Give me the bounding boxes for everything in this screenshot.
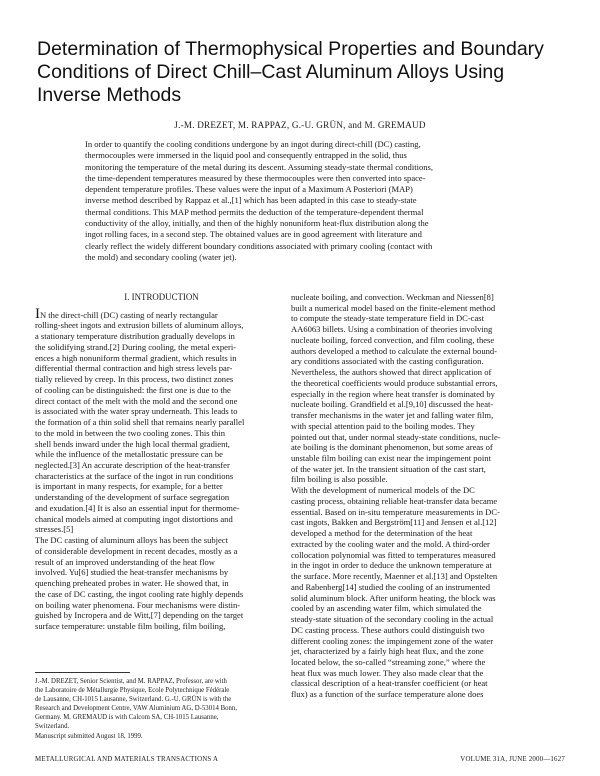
body-line: tially relieved by creep. In this process, two distinct zones — [35, 374, 234, 385]
body-line: quenching preheated probes in water. He showed that, in — [35, 578, 229, 589]
footnote-line: Research and Development Centre, VAW Aluminium AG, D-53014 Bonn, — [35, 705, 238, 713]
title-line: Determination of Thermophysical Properties and Boundary — [37, 38, 544, 60]
body-line: result of an improved understanding of the heat flow — [35, 556, 215, 567]
abstract-line: conductivity of the alloy, initially, and then of the highly nonuniform heat-flux distribution along the — [85, 218, 429, 229]
body-line: ate boiling is the dominant phenomenon, but some areas of — [291, 442, 493, 453]
body-line: the surface. More recently, Maenner et al.[13] and Opstelten — [291, 571, 498, 582]
left-column — [35, 292, 282, 632]
body-line: nucleate boiling, forced convection, and film cooling, these — [291, 334, 495, 345]
body-line: developed a method for the determination of the heat — [291, 528, 473, 539]
author-list: J.-M. DREZET, M. RAPPAZ, G.-U. GRÜN, and M. GREMAUD — [174, 120, 426, 130]
abstract-line: monitoring the temperature of the metal during its descent. Assuming steady-state thermal conditions, — [85, 161, 433, 172]
body-line: The DC casting of aluminum alloys has been the subject — [35, 535, 228, 546]
body-line: is associated with the water spray underneath. This leads to — [35, 406, 238, 417]
first-paragraph-line — [35, 305, 282, 322]
body-line: AA6063 billets. Using a combination of theories involving — [291, 324, 493, 335]
body-line: located below, the so-called “streaming zone,” where the — [291, 656, 486, 667]
footnote-line: Switzerland. — [35, 723, 70, 731]
footnote-divider — [35, 672, 130, 673]
body-line: the case of DC casting, the ingot cooling rate highly depends — [35, 588, 244, 599]
body-line: especially in the region where heat transfer is dominated by — [291, 388, 495, 399]
footnote-line: Germany. M. GREMAUD is with Calcom SA, CH-1015 Lausanne, — [35, 714, 219, 722]
body-line: of considerable development in recent decades, mostly as a — [35, 545, 238, 556]
body-line: unstable film boiling can exist near the impingement point — [291, 453, 491, 464]
footnote-line: the Laboratoire de Métallurgie Physique, Ecole Polytechnique Fédérale — [35, 687, 230, 695]
abstract-line: the time-dependent temperatures measured by these thermocouples were then converted into space- — [85, 172, 426, 183]
abstract-line: In order to quantify the cooling conditions undergone by an ingot during direct-chill (DC) casting, — [85, 139, 421, 149]
first-line-text: N the direct-chill (DC) casting of nearly rectangular — [40, 309, 218, 320]
body-line: differential thermal contraction and high stress levels par- — [35, 363, 233, 374]
footnote — [35, 677, 282, 741]
body-line: nucleate boiling, and convection. Weckman and Niessen[8] — [291, 292, 494, 302]
body-line: with special attention paid to the boiling modes. They — [291, 420, 475, 431]
body-line: shell bends inward under the high local thermal gradient, — [35, 438, 230, 449]
body-line: and Rabenberg[14] studied the cooling of an instrumented — [291, 581, 490, 592]
body-line: guished by Incropera and de Witt,[7] depending on the target — [35, 610, 244, 621]
body-line: involved. Yu[6] studied the heat-transfer mechanisms by — [35, 567, 229, 578]
body-line: essential. Based on in-situ temperature measurements in DC- — [291, 506, 500, 517]
body-line: heat flux was much lower. They also made clear that the — [291, 667, 484, 678]
body-line: of the water jet. In the transient situation of the cast start, — [291, 463, 486, 474]
article-title — [37, 38, 567, 107]
body-line: authors developed a method to calculate the external bound- — [291, 345, 497, 356]
body-line: film boiling is also possible. — [291, 474, 388, 485]
body-line: different cooling zones: the impingement zone of the water — [291, 635, 494, 646]
body-line: steady-state situation of the secondary cooling in the actual — [291, 614, 494, 625]
body-line: ary conditions associated with the casting configuration. — [291, 356, 484, 367]
footnote-line: de Lausanne, CH-1015 Lausanne, Switzerland. G.-U. GRÜN is with the — [35, 696, 232, 704]
body-line: of cooling can be distinguished: the first one is due to the — [35, 384, 231, 395]
body-line: characteristics at the surface of the ingot in run conditions — [35, 470, 234, 481]
body-line: the solidifying strand.[2] During cooling, the metal experi- — [35, 341, 237, 352]
body-line: classical description of a heat-transfer coefficient (or heat — [291, 678, 488, 689]
body-line: pointed out that, under normal steady-state conditions, nucle- — [291, 431, 501, 442]
footnote-line: J.-M. DREZET, Senior Scientist, and M. RAPPAZ, Professor, are with — [35, 678, 227, 685]
abstract-line: ingot rolling faces, in a second step. The obtained values are in good agreement with literature and — [85, 229, 422, 240]
abstract-line: clearly reflect the widely different boundary conditions associated with primary cooling (contact with — [85, 240, 433, 251]
body-line: DC casting process. These authors could distinguish two — [291, 624, 485, 635]
title-line: Inverse Methods — [37, 84, 182, 106]
left-column-body — [35, 320, 282, 631]
body-line: cooled by an ascending water film, which simulated the — [291, 603, 482, 614]
body-line: neglected.[3] An accurate description of the heat-transfer — [35, 460, 230, 471]
body-line: while the influence of the metallostatic pressure can be — [35, 449, 223, 460]
body-line: rolling-sheet ingots and extrusion billets of aluminum alloys, — [35, 320, 244, 331]
body-line: cast ingots, Bakken and Bergström[11] and Jensen et al.[12] — [291, 517, 497, 528]
volume-page: VOLUME 31A, JUNE 2000—1627 — [460, 756, 565, 763]
body-line: in the ingot in order to deduce the unknown temperature at — [291, 560, 492, 571]
body-line: built a numerical model based on the finite-element method — [291, 302, 496, 313]
body-line: flux) as a function of the surface temperature alone does — [291, 689, 484, 700]
body-line: jet, characterized by a fairly high heat flux, and the zone — [291, 646, 484, 657]
body-line: stresses.[5] — [35, 524, 74, 535]
body-line: is important in many respects, for example, for a better — [35, 481, 223, 492]
body-line: solid aluminum block. After uniform heating, the block was — [291, 592, 496, 603]
body-line: and exudation.[4] It is also an essential input for thermome- — [35, 502, 240, 513]
body-line: on boiling water phenomena. Four mechanisms were distin- — [35, 599, 241, 610]
abstract — [85, 139, 533, 263]
body-line: With the development of numerical models of the DC — [291, 485, 475, 496]
body-line: surface temperature: unstable film boiling, film boiling, — [35, 621, 226, 632]
body-line: the formation of a thin solid shell that remains nearly parallel — [35, 417, 245, 428]
body-line: Nevertheless, the authors showed that direct application of — [291, 367, 492, 378]
body-line: direct contact of the melt with the mold and the second one — [35, 395, 238, 406]
footnote-line: Manuscript submitted August 18, 1999. — [35, 732, 143, 740]
body-line: transfer mechanisms in the water jet and falling water film, — [291, 410, 494, 421]
abstract-line: thermocouples were immersed in the liquid pool and consequently entrapped in the solid, thus — [85, 150, 407, 161]
title-line: Conditions of Direct Chill–Cast Aluminum Alloys Using — [37, 61, 505, 83]
body-line: understanding of the development of surface segregation — [35, 492, 230, 503]
body-line: ences a high nonuniform thermal gradient, which results in — [35, 352, 237, 363]
abstract-line: dependent temperature profiles. These values were the input of a Maximum A Posteriori (MAP) — [85, 184, 413, 195]
journal-name: METALLURGICAL AND MATERIALS TRANSACTIONS A — [35, 756, 219, 763]
abstract-line: thermal conditions. This MAP method permits the deduction of the temperature-dependent thermal — [85, 206, 424, 217]
body-line: chanical models aimed at computing ingot distortions and — [35, 513, 233, 524]
body-line: to the mold in between the two cooling zones. This thin — [35, 427, 225, 438]
body-line: collocation polynomial was fitted to temperatures measured — [291, 549, 496, 560]
section-heading: I. INTRODUCTION — [124, 292, 199, 302]
body-line: extracted by the cooling water and the mold. A third-order — [291, 538, 490, 549]
body-line: a stationary temperature distribution gradually develops in — [35, 331, 235, 342]
abstract-line: the mold) and secondary cooling (water jet). — [85, 251, 237, 262]
body-line: to compute the steady-state temperature field in DC-cast — [291, 313, 484, 324]
body-line: casting process, obtaining reliable heat-transfer data became — [291, 495, 498, 506]
abstract-line: inverse method described by Rappaz et al.,[1] which has been adapted in this case to steady-state — [85, 195, 417, 206]
body-line: nucleate boiling. Grandfield et al.[9,10] discussed the heat- — [291, 399, 494, 410]
right-column — [291, 292, 538, 700]
body-line: the theoretical coefficients would produce substantial errors, — [291, 377, 498, 388]
drop-cap: I — [35, 305, 40, 322]
